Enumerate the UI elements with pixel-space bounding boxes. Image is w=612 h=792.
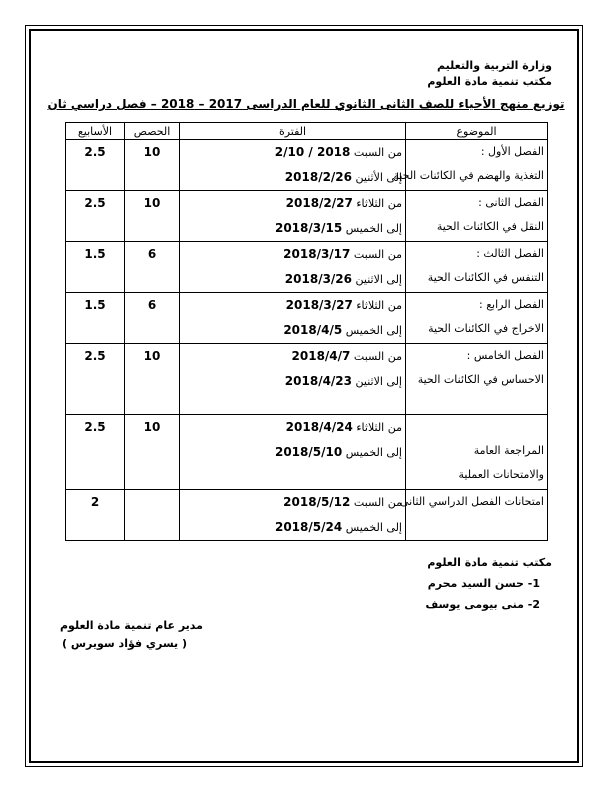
chapter-label [406, 415, 544, 439]
period-cell [180, 344, 406, 415]
weeks-cell: 2.5 [66, 191, 125, 242]
table-row [66, 490, 548, 541]
header-lessons: الحصص [125, 123, 180, 140]
curriculum-table [65, 122, 548, 541]
from-label: من السبت [353, 146, 402, 159]
office-name: مكتب تنمية مادة العلوم [427, 75, 552, 88]
table-row [66, 293, 548, 344]
weeks-cell: 1.5 [66, 242, 125, 293]
from-date: 2018/5/12 [283, 495, 351, 509]
to-label: إلى الخميس [345, 324, 402, 337]
chapter-label: الفصل الرابع : [479, 298, 544, 311]
to-label: إلى الاثنين [355, 375, 402, 388]
weeks-cell: 2.5 [66, 344, 125, 415]
table-row [66, 191, 548, 242]
to-date: 2018/4/23 [284, 374, 353, 388]
lessons-cell: 6 [125, 293, 180, 344]
chapter-label: الفصل الثانى : [478, 196, 544, 209]
director-name: ( يسري فؤاد سويرس ) [62, 637, 188, 650]
lessons-cell: 6 [125, 242, 180, 293]
subject-cell [406, 293, 548, 344]
from-date: 2018/4/24 [285, 420, 353, 434]
director-title: مدير عام تنمية مادة العلوم [60, 619, 203, 632]
lessons-cell [125, 490, 180, 541]
to-label: إلى الأثنين [355, 171, 402, 184]
to-label: إلى الاثنين [355, 273, 402, 286]
from-date: 2018/2/27 [285, 196, 353, 210]
topic-label: الاحساس في الكائنات الحية [417, 373, 544, 386]
table-header-row [66, 123, 548, 140]
subject-cell [406, 242, 548, 293]
to-label: إلى الخميس [345, 521, 402, 534]
header-weeks: الأسابيع [66, 123, 125, 140]
lessons-cell: 10 [125, 140, 180, 191]
footer-member-2: 2- منى بيومى يوسف [425, 598, 540, 611]
to-date: 2018/2/26 [284, 170, 353, 184]
chapter-label: الفصل الأول : [480, 145, 544, 158]
topic-label: التغذية والهضم في الكائنات الحية [393, 169, 544, 182]
period-cell [180, 242, 406, 293]
chapter-label: الفصل الخامس : [466, 349, 544, 362]
document-title: توزيع منهج الأحياء للصف الثانى الثانوي للعام الدراسى 2017 – 2018 – فصل دراسي ثان [47, 97, 565, 111]
weeks-cell: 1.5 [66, 293, 125, 344]
period-cell [180, 415, 406, 490]
topic-label: الاخراج في الكائنات الحية [428, 322, 544, 335]
lessons-cell: 10 [125, 415, 180, 490]
table-row [66, 140, 548, 191]
from-label: من الثلاثاء [356, 197, 402, 210]
table-row [66, 415, 548, 490]
from-label: من السبت [353, 248, 402, 261]
footer-office: مكتب تنمية مادة العلوم [427, 556, 552, 569]
from-date: 2018 / 2/10 [274, 145, 351, 159]
table-row [66, 344, 548, 415]
to-date: 2018/5/24 [274, 520, 343, 534]
weeks-cell: 2 [66, 490, 125, 541]
subject-cell [406, 344, 548, 415]
topic-label-2: والامتحانات العملية [458, 468, 544, 481]
subject-cell [399, 490, 548, 541]
period-cell [180, 293, 406, 344]
table-row [66, 242, 548, 293]
from-label: من الثلاثاء [356, 299, 402, 312]
period-cell [180, 191, 406, 242]
to-date: 2018/3/26 [284, 272, 353, 286]
subject-cell [406, 191, 548, 242]
to-label: إلى الخميس [345, 222, 402, 235]
to-label: إلى الخميس [345, 446, 402, 459]
weeks-cell: 2.5 [66, 140, 125, 191]
footer-member-1: 1- حسن السيد محرم [427, 577, 540, 590]
from-label: من السبت [353, 350, 402, 363]
to-date: 2018/4/5 [283, 323, 343, 337]
lessons-cell: 10 [125, 191, 180, 242]
from-date: 2018/3/27 [285, 298, 353, 312]
topic-label: المراجعة العامة [473, 444, 544, 457]
topic-label: التنفس في الكائنات الحية [427, 271, 544, 284]
header-period: الفترة [180, 123, 406, 140]
from-date: 2018/4/7 [291, 349, 351, 363]
to-date: 2018/3/15 [274, 221, 343, 235]
from-label: من الثلاثاء [356, 421, 402, 434]
chapter-label: الفصل الثالث : [476, 247, 544, 260]
topic-label: النقل في الكائنات الحية [436, 220, 544, 233]
period-cell [180, 490, 406, 541]
lessons-cell: 10 [125, 344, 180, 415]
from-label: من السبت [353, 496, 402, 509]
weeks-cell: 2.5 [66, 415, 125, 490]
subject-cell [406, 415, 548, 490]
subject-cell [393, 140, 548, 191]
from-date: 2018/3/17 [283, 247, 351, 261]
chapter-label: امتحانات الفصل الدراسي الثانى [399, 495, 544, 508]
period-cell [180, 140, 406, 191]
to-date: 2018/5/10 [274, 445, 343, 459]
ministry-name: وزارة التربية والتعليم [437, 59, 552, 72]
header-subject: الموضوع [406, 123, 548, 140]
